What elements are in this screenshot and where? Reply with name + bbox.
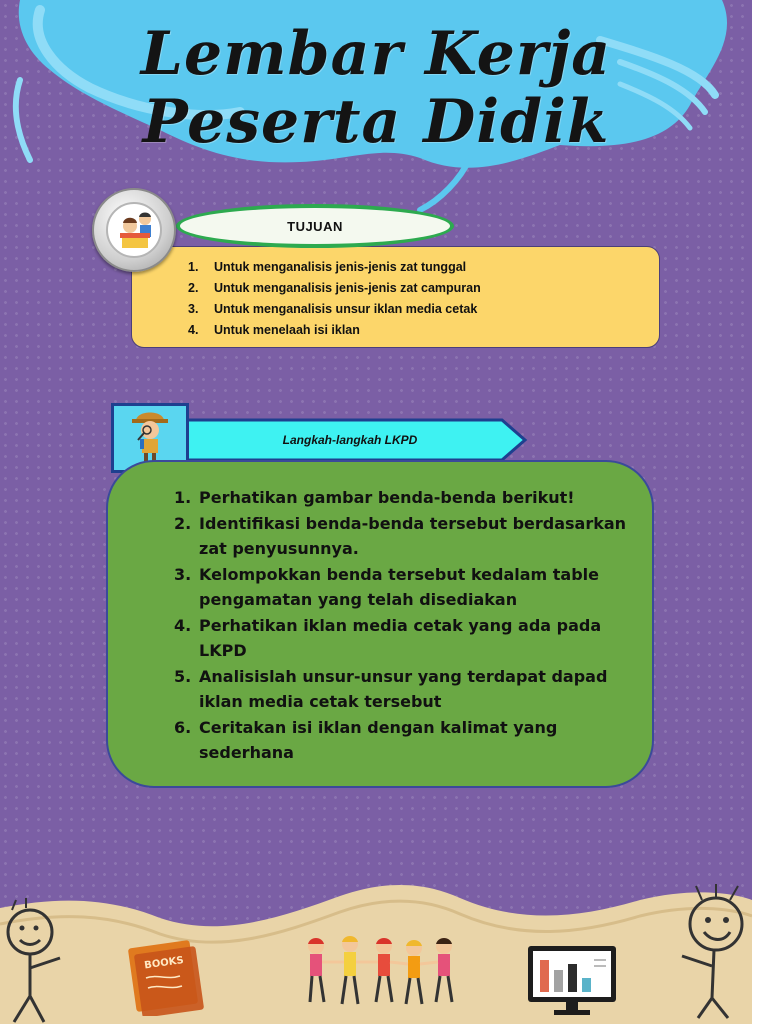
step-item: 4. Perhatikan iklan media cetak yang ada pada LKPD [174,615,602,660]
step-item: 3. Kelompokkan benda tersebut kedalam table pengamatan yang telah disediakan [174,564,600,609]
title-line-1: Lembar Kerja [140,19,612,89]
steps-box [106,460,654,788]
goal-item: 2. Untuk menganalisis jenis-jenis zat campuran [188,281,481,295]
goals-box [131,246,660,348]
title-line-2: Peserta Didik [142,87,610,157]
stick-figure-icon [672,880,752,1020]
steps-heading: Langkah-langkah LKPD [282,433,418,447]
children-playing-icon [298,932,464,1014]
goal-item: 1. Untuk menganalisis jenis-jenis zat tunggal [188,260,467,274]
step-item: 1. Perhatikan gambar benda-benda berikut! [174,488,575,507]
step-item: 2. Identifikasi benda-benda tersebut berdasarkan zat penyusunnya. [174,513,627,558]
goals-heading: TUJUAN [176,204,454,248]
stick-figure-icon [0,896,70,1024]
books-label: BOOKS [143,955,185,972]
step-item: 5. Analisislah unsur-unsur yang terdapat dapad iklan media cetak tersebut [174,666,608,711]
step-item: 6. Ceritakan isi iklan dengan kalimat yang sederhana [174,717,558,762]
goal-item: 4. Untuk menelaah isi iklan [188,323,360,337]
goal-item: 3. Untuk menganalisis unsur iklan media cetak [188,302,478,316]
books-icon [124,934,216,1016]
children-reading-icon [92,188,176,272]
monitor-chart-icon [526,944,618,1018]
goals-list [188,257,481,341]
steps-list [174,485,644,766]
